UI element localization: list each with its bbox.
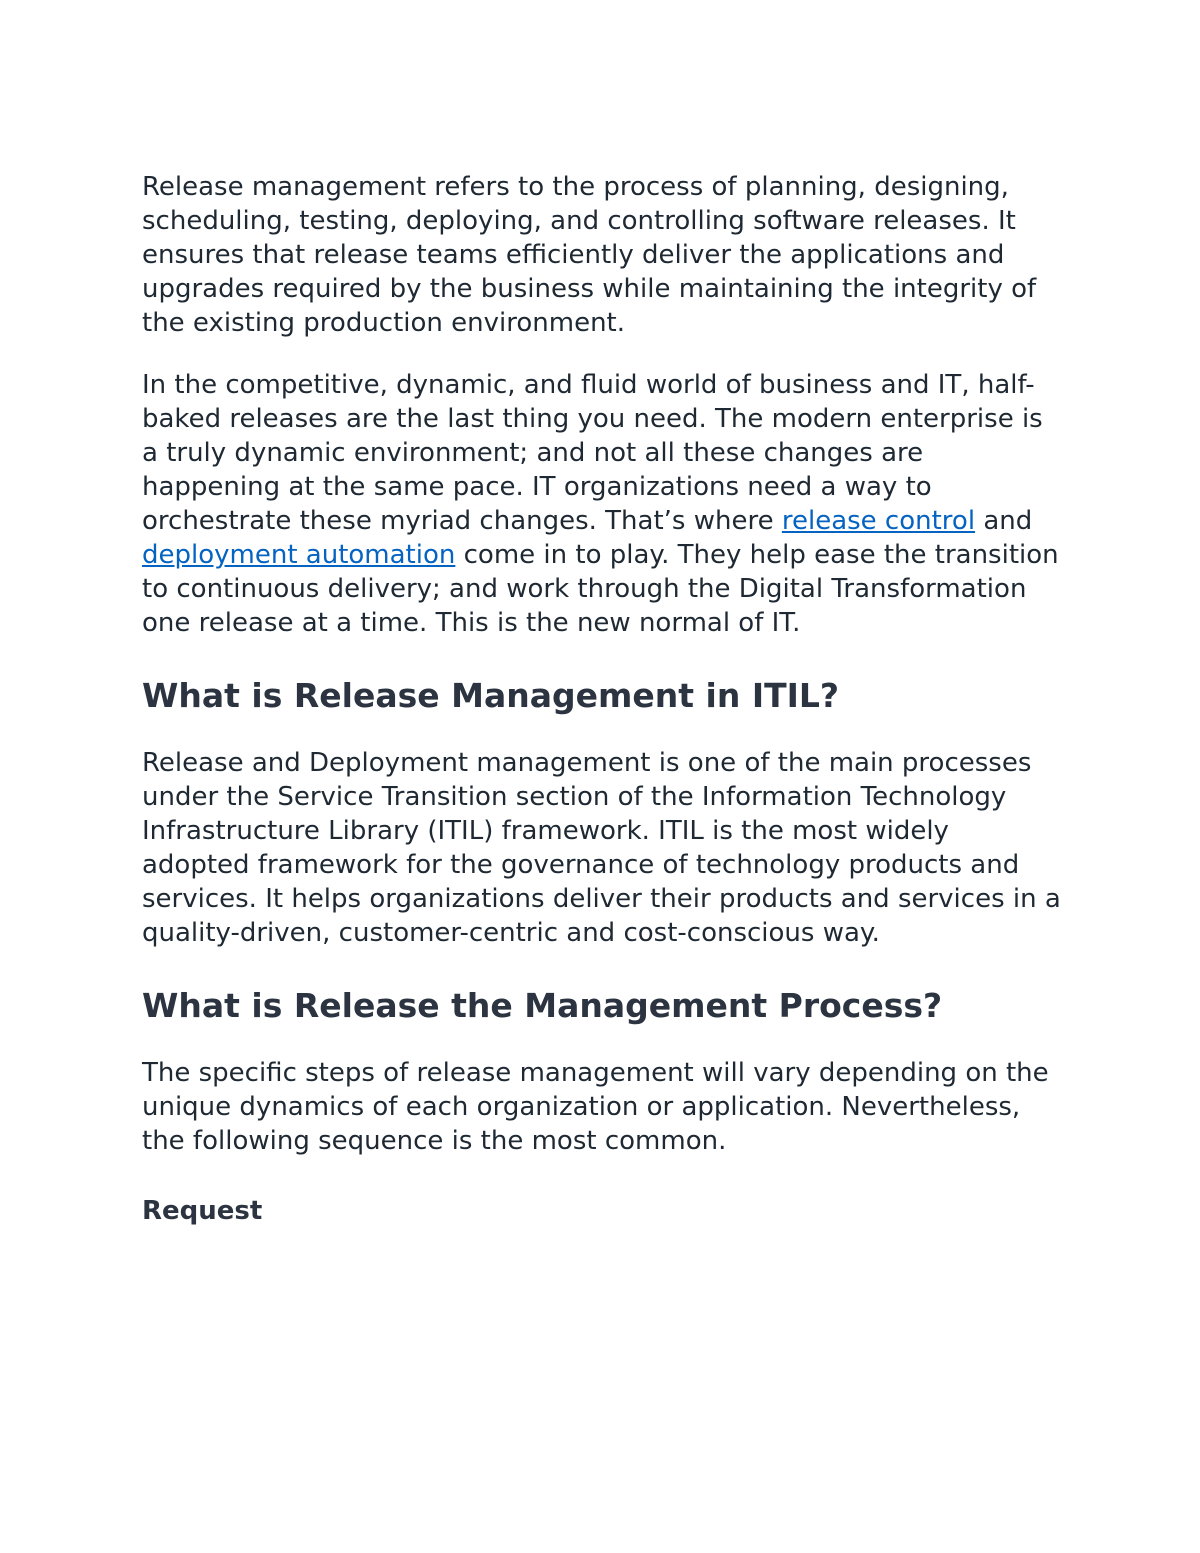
process-paragraph: The specific steps of release management will vary depending on the unique dynamics of each organization or application. Nevertheless, the following sequence is the most common. xyxy=(142,1058,1049,1156)
itil-paragraph: Release and Deployment management is one of the main processes under the Service Transition section of the Information Technology Infrastructure Library (ITIL) framework. ITIL is the most widely adopted framework for the governance of technology products and services. It helps organizations deliver their products and services in a quality-driven, customer-centric and cost-conscious way. xyxy=(142,748,1061,948)
intro-paragraph: Release management refers to the process of planning, designing, scheduling, testing, deploying, and controlling software releases. It ensures that release teams efficiently deliver the applications and upgrades required by the business while maintaining the integrity of the existing production environment. xyxy=(142,172,1037,338)
context-text-middle: and xyxy=(975,506,1033,536)
document-page xyxy=(142,170,1062,1228)
process-heading: What is Release the Management Process? xyxy=(142,986,943,1025)
release-control-link[interactable]: release control xyxy=(781,506,976,536)
request-subheading: Request xyxy=(142,1196,263,1226)
context-paragraph xyxy=(142,368,1062,640)
context-text-end: come in to play. They help ease the transition to continuous delivery; and work through the Digital Transformation one release at a time. This is the new normal of IT. xyxy=(142,540,1059,638)
itil-heading: What is Release Management in ITIL? xyxy=(142,676,840,715)
context-text-start: In the competitive, dynamic, and fluid world of business and IT, half-baked releases are the last thing you need. The modern enterprise is a truly dynamic environment; and not all these changes are happening at the same pace. IT organizations need a way to orchestrate these myriad changes. That’s where xyxy=(142,370,1043,536)
deployment-automation-link[interactable]: deployment automation xyxy=(142,540,456,570)
